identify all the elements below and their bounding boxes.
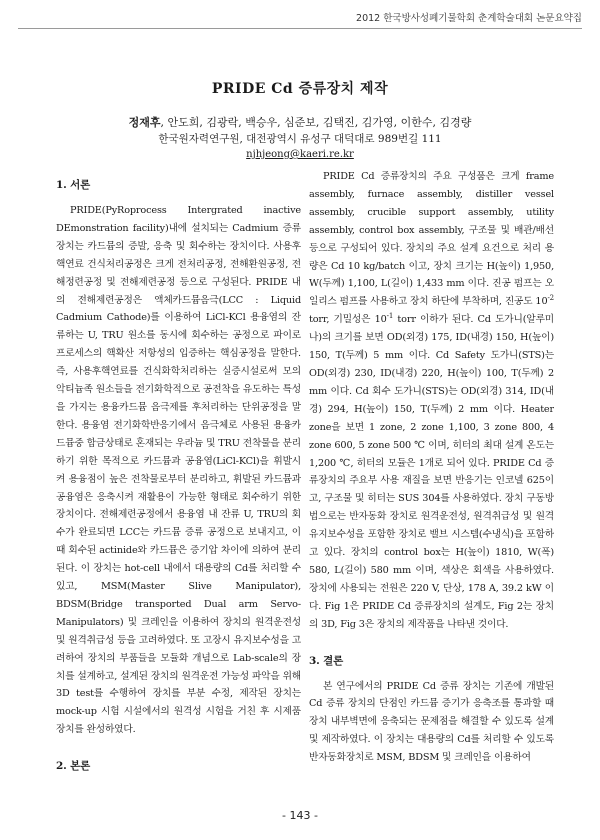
paper-title: PRIDE Cd 증류장치 제작	[211, 81, 389, 97]
body-text-part-b: torr, 기밀성은 10	[309, 314, 387, 326]
header-rule	[18, 28, 582, 29]
leak-exponent: -1	[386, 312, 394, 321]
affiliation: 한국원자력연구원, 대전광역시 유성구 대덕대로 989번길 111	[158, 133, 442, 145]
body-text-part-c: torr 이하가 된다. Cd 도가니(알루미나)의 크기를 보면 OD(외경) 175, ID(내경) 150, H(높이) 150, T(두께) 5 mm 이다. Cd Safety 도가니(STS)는 OD(외경) 230, ID(내경) 220, H(높이) 100, T(두께) 2 mm 이다. Cd 회수 도가니(STS)는 OD(외경) 314, ID(내경) 294, H(높이) 150, T(두께) 2 mm 이다. Heater zone을 보면 1 zone, 2 zone 1,100, 3 zone 800, 4 zone 600, 5 zone 500 ℃ 이며, 히터의 최대 설계 온도는 1,200 ℃, 히터의 모듈은 1개로 되어 있다. PRIDE Cd 증류장치의 주요부 사용 재질을 보면 반응기는 인코넬 625이고, 구조물 및 히터는 SUS 304를 사용하였다. 장치 구동방법으로는 반자동화 장치로 원격운전성, 원격취급성 및 원격유지보수성을 포함한 장치로 밸브 시스템(수냉식)을 포함하고 있다. 장치의 control box는 H(높이) 1810, W(폭) 580, L(길이) 580 mm 이며, 색상은 회색을 사용하였다. 장치에 사용되는 전원은 220 V, 단상, 178 A, 39.2 kW 이다. Fig 1은 PRIDE Cd 증류장치의 설계도, Fig 2는 장치의 3D, Fig 3은 장치의 제작품을 나타낸 것이다.	[309, 314, 554, 630]
left-column	[56, 168, 301, 808]
vacuum-exponent: -2	[547, 294, 554, 303]
body-paragraph	[309, 168, 554, 634]
body-text-part-a: PRIDE Cd 증류장치의 주요 구성품은 크게 frame assembly, furnace assembly, distiller vessel assembly, crucible support assembly, utility assembly, control box assembly, 구조물 및 배관/배선 등으로 구성되어 있다. 장치의 주요 설계 요건으로 처리 용량은 Cd 10 kg/batch 이고, 장치 크기는 H(높이) 1,950, W(두께) 1,100, L(길이) 1,433 mm 이다. 진공 펌프는 오일리스 펌프를 사용하고 장치 하단에 부착하며, 진공도 10	[309, 171, 554, 308]
page-number: - 143 -	[282, 809, 318, 822]
email-line	[0, 148, 600, 162]
section-heading-conclusion: 3. 결론	[309, 654, 344, 667]
coauthors: , 안도희, 김광락, 백승우, 심준보, 김택진, 김가영, 이한수, 김경량	[160, 116, 472, 129]
author-list	[0, 115, 600, 131]
conclusion-paragraph: 본 연구에서의 PRIDE Cd 증류 장치는 기존에 개발된 Cd 증류 장치의 단점인 카드뮴 증기가 응축조를 통과할 때 장치 내부벽면에 응축되는 문제점을 해결할 수 있도록 설계 및 제작하였다. 이 장치는 대용량의 Cd를 처리할 수 있도록 반자동화장치로 MSM, BDSM 및 크레인을 이용하여	[309, 680, 554, 764]
section-heading-body: 2. 본론	[56, 760, 91, 773]
right-column	[309, 168, 554, 808]
author-email: njhjeong@kaeri.re.kr	[246, 149, 354, 160]
intro-paragraph: PRIDE(PyRoprocess Intergrated inactive DEmonstration facility)내에 설치되는 Cadmium 증류장치는 카드뮴의 증발, 응축 및 회수하는 장치이다. 사용후핵연료 건식처리공정은 크게 전처리공정, 전해환원공정, 전해정련공정 및 전해제련공정 등으로 구성된다. PRIDE 내의 전해제련공정은 액체카드뮴음극(LCC : Liquid Cadmium Cathode)를 이용하여 LiCl-KCl 용융염의 잔류하는 U, TRU 원소를 동시에 회수하는 공정으로 파이로 프로세스의 핵확산 저항성의 입증하는 핵심공정을 말한다. 즉, 사용후핵연료를 건식화학처리하는 실증시설로써 모의 악티늄족 원소들을 전기화학적으로 공전착을 유도하는 특성을 가지는 용융카드뮴 음극제를 후처리하는 단위공정을 말한다. 용융염 전기화학반응기에서 음극체로 사용된 용융카드뮴중 합금상태로 혼재되는 우라늄 및 TRU 전착물을 분리하기 위한 목적으로 카드뮴과 공융염(LiCl-KCl)을 휘발시켜 용융점이 높은 전착물로부터 분리하고, 휘발된 카드뮴과 공융염은 응축시켜 재활용이 가능한 형태로 회수하기 위한 장치이다. 전해제련공정에서 용융염 내 잔류 U, TRU의 회수가 완료되면 LCC는 카드뮴 증류 공정으로 보내지고, 이때 회수된 actinide와 카드뮴은 증기압 차이에 의하여 분리된다. 이 장치는 hot-cell 내에서 대용량의 Cd를 처리할 수 있고, MSM(Master Slive Manipulator), BDSM(Bridge transported Dual arm Servo-Manipulators) 및 크레인을 이용하여 장치의 원격운전성 및 원격취급성 등을 고려하였다. 또 고장시 유지보수성을 고려하여 장치의 부품들을 모듈화 개념으로 Lab-scale의 장치를 설계하고, 설계된 장치의 원격운전 가능성 파악을 위해 3D test를 수행하여 장치를 부분 수정, 제작된 장치는 mock-up 시험 시설에서의 원격성 시험을 거친 후 시제품 장치를 완성하였다.	[56, 205, 301, 736]
conference-header: 2012 한국방사성폐기물학회 춘계학술대회 논문요약집	[356, 13, 582, 24]
first-author: 정재후	[128, 116, 161, 129]
section-heading-intro: 1. 서론	[56, 179, 91, 191]
